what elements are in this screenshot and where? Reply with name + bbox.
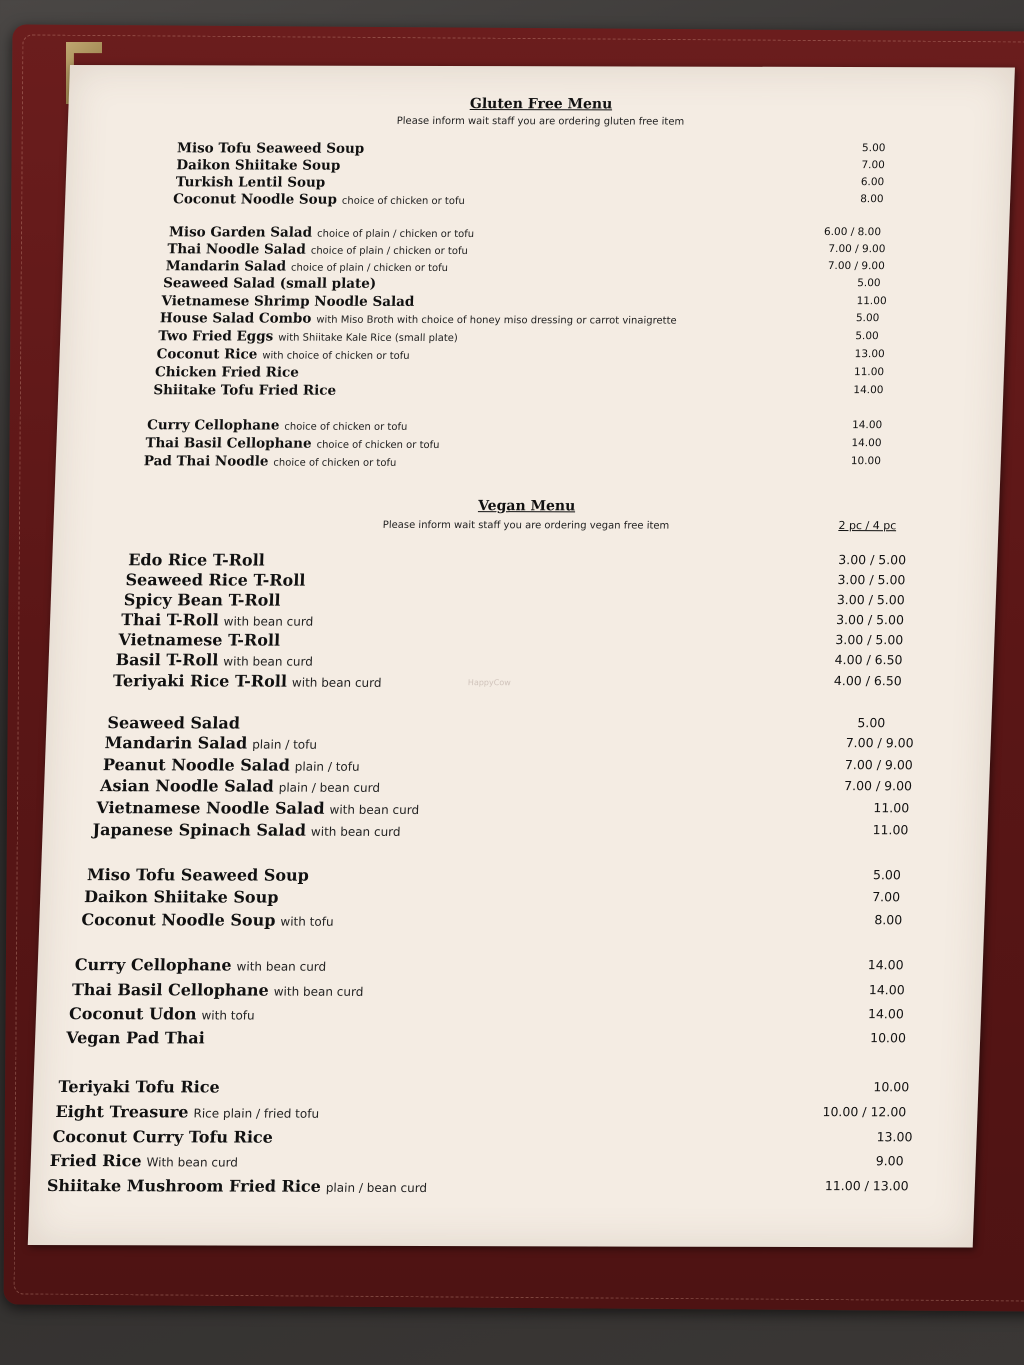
vegan-menu-item — [44, 776, 990, 800]
gluten-free-item-name-text: Curry Cellophane — [146, 417, 280, 434]
vegan-item-name-text: Teriyaki Tofu Rice — [58, 1077, 221, 1097]
vegan-item-price: 14.00 — [868, 982, 905, 998]
vegan-item-price: 13.00 — [876, 1129, 913, 1145]
gluten-free-item-price: 5.00 — [856, 277, 881, 290]
gluten-free-subtitle: Please inform wait staff you are ordering gluten free item — [396, 115, 685, 128]
vegan-item-price: 3.00 / 5.00 — [838, 552, 907, 568]
gluten-free-item-price: 5.00 — [855, 330, 879, 343]
gluten-free-item-name — [176, 157, 340, 173]
gluten-free-item-price: 14.00 — [851, 419, 883, 432]
gluten-free-item-name-text: Coconut Noodle Soup — [172, 191, 338, 208]
vegan-item-name-text: Thai Basil Cellophane — [71, 980, 270, 1000]
gluten-free-item-name-text: Vietnamese Shrimp Noodle Salad — [161, 293, 415, 310]
gluten-free-item-name — [169, 224, 475, 241]
vegan-item-price: 5.00 — [857, 715, 886, 731]
vegan-item-note: with bean curd — [223, 654, 314, 669]
gluten-free-item-price: 6.00 — [860, 176, 885, 189]
gluten-free-item-note: choice of chicken or tofu — [341, 195, 465, 208]
gluten-free-item-name-text: Miso Garden Salad — [168, 224, 313, 241]
vegan-item-name-text: Asian Noodle Salad — [99, 776, 275, 796]
vegan-item-name-text: Coconut Udon — [68, 1004, 197, 1024]
vegan-item-note: With bean curd — [146, 1155, 239, 1170]
vegan-menu-item — [42, 820, 988, 844]
vegan-item-name-text: Vietnamese T-Roll — [118, 630, 281, 650]
vegan-subtitle: Please inform wait staff you are ordering vegan free item — [382, 519, 670, 532]
vegan-item-price: 10.00 — [869, 1030, 907, 1046]
gluten-free-item-price: 6.00 / 8.00 — [823, 225, 882, 239]
gluten-free-item-name-text: Seaweed Salad (small plate) — [162, 275, 377, 292]
vegan-item-name — [66, 1028, 205, 1047]
gluten-free-menu-item — [65, 191, 1011, 215]
vegan-item-name-text: Fried Rice — [49, 1151, 142, 1171]
vegan-item-name-text: Miso Tofu Seaweed Soup — [86, 865, 310, 885]
gluten-free-item-price: 7.00 — [861, 159, 886, 172]
vegan-item-note: with bean curd — [291, 675, 382, 690]
vegan-item-price: 3.00 / 5.00 — [835, 632, 904, 648]
vegan-item-name-text: Vegan Pad Thai — [65, 1028, 206, 1048]
gluten-free-item-name-text: Pad Thai Noodle — [143, 453, 269, 470]
gluten-free-item-name-text: Chicken Fried Rice — [154, 364, 300, 381]
vegan-item-price: 11.00 — [872, 822, 909, 838]
vegan-menu-item — [31, 1127, 977, 1151]
gluten-free-item-price: 14.00 — [853, 384, 884, 397]
gluten-free-item-note: choice of plain / chicken or tofu — [290, 262, 449, 275]
gluten-free-item-price: 10.00 — [850, 455, 882, 468]
vegan-menu-item — [45, 733, 991, 757]
vegan-item-name-text: Peanut Noodle Salad — [102, 755, 291, 775]
gluten-free-item-name-text: Shiitake Tofu Fried Rice — [153, 382, 337, 399]
gluten-free-menu-item — [55, 453, 1001, 477]
vegan-item-price: 11.00 — [873, 800, 910, 816]
gluten-free-item-name — [153, 382, 336, 398]
gluten-free-item-name-text: Daikon Shiitake Soup — [176, 157, 341, 174]
gluten-free-item-name — [160, 310, 677, 327]
vegan-item-note: with bean curd — [329, 802, 420, 817]
gluten-free-item-price: 14.00 — [851, 437, 882, 450]
gluten-free-item-name — [173, 191, 465, 208]
vegan-item-note: with bean curd — [236, 959, 327, 974]
vegan-item-name-text: Coconut Curry Tofu Rice — [52, 1127, 274, 1147]
gluten-free-menu-item — [58, 382, 1004, 406]
vegan-menu-item — [43, 798, 989, 822]
vegan-item-name-text: Seaweed Rice T-Roll — [125, 570, 306, 590]
vegan-item-price: 9.00 — [875, 1153, 904, 1169]
vegan-menu-item — [30, 1151, 976, 1175]
gluten-free-item-price: 11.00 — [856, 295, 887, 308]
vegan-item-name-text: Shiitake Mushroom Fried Rice — [46, 1176, 322, 1196]
vegan-item-name — [69, 1004, 255, 1023]
vegan-item-price: 14.00 — [867, 957, 904, 973]
gluten-free-item-name — [144, 453, 397, 470]
vegan-item-name — [118, 630, 280, 649]
gluten-free-item-name — [167, 241, 468, 258]
vegan-item-note: with bean curd — [310, 824, 401, 839]
vegan-item-note: plain / tofu — [294, 759, 360, 774]
vegan-item-name — [55, 1102, 319, 1122]
vegan-piece-column-header: 2 pc / 4 pc — [838, 519, 897, 533]
gluten-free-item-price: 13.00 — [854, 348, 885, 361]
vegan-item-name — [49, 1151, 238, 1170]
gluten-free-item-note: with Shiitake Kale Rice (small plate) — [278, 332, 458, 345]
vegan-item-note: with tofu — [280, 914, 334, 929]
vegan-item-name-text: Coconut Noodle Soup — [81, 910, 276, 930]
vegan-item-price: 3.00 / 5.00 — [836, 592, 905, 608]
gluten-free-title: Gluten Free Menu — [469, 96, 613, 113]
vegan-menu-item — [36, 1004, 982, 1028]
vegan-item-price: 10.00 — [873, 1079, 910, 1095]
gluten-free-item-price: 8.00 — [859, 193, 884, 206]
vegan-menu-item — [36, 980, 982, 1004]
vegan-item-name — [72, 980, 364, 1000]
gluten-free-item-name-text: Miso Tofu Seaweed Soup — [176, 140, 365, 157]
vegan-item-price: 3.00 / 5.00 — [835, 612, 905, 628]
vegan-item-note: plain / tofu — [251, 737, 318, 752]
vegan-item-name-text: Thai T-Roll — [120, 610, 220, 630]
vegan-menu-item — [29, 1176, 975, 1200]
gluten-free-item-name — [161, 293, 414, 310]
gluten-free-item-price: 7.00 / 9.00 — [828, 243, 886, 256]
vegan-item-name — [100, 776, 380, 796]
vegan-item-price: 4.00 / 6.50 — [833, 673, 903, 689]
vegan-item-name — [96, 798, 419, 818]
vegan-item-name-text: Teriyaki Rice T-Roll — [112, 671, 288, 691]
vegan-item-name-text: Edo Rice T-Roll — [127, 550, 266, 570]
watermark-logo: HappyCow — [467, 678, 511, 688]
gluten-free-item-name — [145, 435, 440, 452]
gluten-free-item-note: choice of chicken or tofu — [316, 439, 440, 452]
vegan-item-name — [107, 713, 240, 732]
gluten-free-item-price: 5.00 — [861, 142, 886, 155]
vegan-item-name — [47, 1176, 428, 1196]
vegan-item-name-text: Basil T-Roll — [115, 650, 219, 670]
vegan-item-price: 3.00 / 5.00 — [837, 572, 906, 588]
vegan-item-name — [52, 1127, 273, 1147]
vegan-item-name-text: Spicy Bean T-Roll — [123, 590, 281, 610]
vegan-item-name — [115, 650, 313, 670]
gluten-free-item-name-text: Thai Basil Cellophane — [145, 435, 312, 452]
vegan-item-name — [92, 820, 401, 840]
gluten-free-item-price: 7.00 / 9.00 — [827, 260, 886, 273]
vegan-item-note: Rice plain / fried tofu — [193, 1106, 320, 1121]
vegan-item-name-text: Curry Cellophane — [74, 955, 232, 975]
vegan-menu-item — [32, 1102, 978, 1126]
vegan-item-name-text: Mandarin Salad — [104, 733, 248, 753]
vegan-item-price: 4.00 / 6.50 — [834, 652, 903, 668]
gluten-free-item-price: 11.00 — [853, 366, 885, 379]
vegan-item-name — [128, 550, 265, 569]
vegan-menu-item — [37, 955, 983, 979]
vegan-item-price: 14.00 — [867, 1006, 905, 1022]
vegan-menu-item — [40, 887, 986, 911]
vegan-item-name-text: Eight Treasure — [55, 1102, 189, 1122]
gluten-free-item-note: choice of chicken or tofu — [273, 457, 397, 469]
vegan-item-note: plain / bean curd — [325, 1180, 428, 1196]
gluten-free-item-note: choice of plain / chicken or tofu — [310, 245, 468, 258]
vegan-item-name — [81, 910, 334, 930]
vegan-item-name — [84, 887, 279, 907]
gluten-free-item-name-text: House Salad Combo — [159, 310, 312, 327]
gluten-free-item-name — [166, 258, 449, 275]
vegan-item-name — [103, 755, 360, 775]
vegan-item-note: with tofu — [201, 1008, 255, 1023]
vegan-item-name — [104, 733, 317, 753]
gluten-free-item-name — [156, 346, 410, 363]
vegan-item-name-text: Daikon Shiitake Soup — [83, 887, 279, 907]
vegan-item-name-text: Seaweed Salad — [107, 713, 241, 733]
vegan-item-price: 7.00 / 9.00 — [845, 735, 914, 751]
vegan-menu-item — [39, 910, 985, 934]
gluten-free-item-name-text: Mandarin Salad — [165, 258, 287, 275]
vegan-item-price: 8.00 — [874, 912, 903, 928]
vegan-item-name — [74, 955, 326, 975]
gluten-free-item-name-text: Thai Noodle Salad — [167, 241, 307, 258]
gluten-free-item-name — [177, 140, 365, 156]
gluten-free-item-name-text: Coconut Rice — [156, 346, 258, 363]
gluten-free-item-name — [158, 328, 458, 345]
gluten-free-item-price: 5.00 — [855, 312, 880, 325]
vegan-item-name — [113, 671, 382, 691]
vegan-menu-item — [41, 865, 987, 889]
vegan-item-name — [87, 865, 310, 885]
gluten-free-item-name — [147, 417, 408, 434]
vegan-menu-item — [35, 1028, 981, 1052]
gluten-free-item-note: with Miso Broth with choice of honey miso dressing or carrot vinaigrette — [316, 314, 677, 327]
vegan-item-name — [121, 610, 314, 630]
vegan-item-name — [58, 1077, 220, 1096]
vegan-item-price: 11.00 / 13.00 — [824, 1178, 909, 1194]
vegan-menu-item — [48, 671, 994, 695]
vegan-item-name-text: Japanese Spinach Salad — [92, 820, 307, 840]
gluten-free-item-note: with choice of chicken or tofu — [262, 350, 410, 362]
vegan-item-price: 7.00 / 9.00 — [843, 778, 913, 794]
vegan-title: Vegan Menu — [477, 498, 576, 515]
vegan-item-price: 5.00 — [872, 867, 902, 883]
vegan-item-price: 7.00 — [871, 889, 901, 905]
vegan-item-name — [125, 570, 306, 589]
vegan-menu-item — [33, 1077, 979, 1101]
vegan-item-note: with bean curd — [223, 614, 314, 629]
gluten-free-item-name — [176, 174, 326, 190]
gluten-free-item-name-text: Two Fried Eggs — [158, 328, 274, 345]
vegan-item-name-text: Vietnamese Noodle Salad — [96, 798, 325, 818]
gluten-free-item-note: choice of plain / chicken or tofu — [316, 228, 475, 241]
menu-page — [28, 65, 1015, 1247]
vegan-item-note: with bean curd — [273, 984, 364, 999]
vegan-item-price: 10.00 / 12.00 — [822, 1104, 907, 1120]
vegan-item-price: 7.00 / 9.00 — [844, 757, 914, 773]
vegan-item-note: plain / bean curd — [278, 780, 381, 795]
vegan-item-name — [124, 590, 281, 609]
gluten-free-item-name-text: Turkish Lentil Soup — [175, 174, 326, 191]
gluten-free-item-name — [155, 364, 299, 380]
gluten-free-item-note: choice of chicken or tofu — [284, 421, 408, 433]
gluten-free-item-name — [163, 275, 377, 292]
